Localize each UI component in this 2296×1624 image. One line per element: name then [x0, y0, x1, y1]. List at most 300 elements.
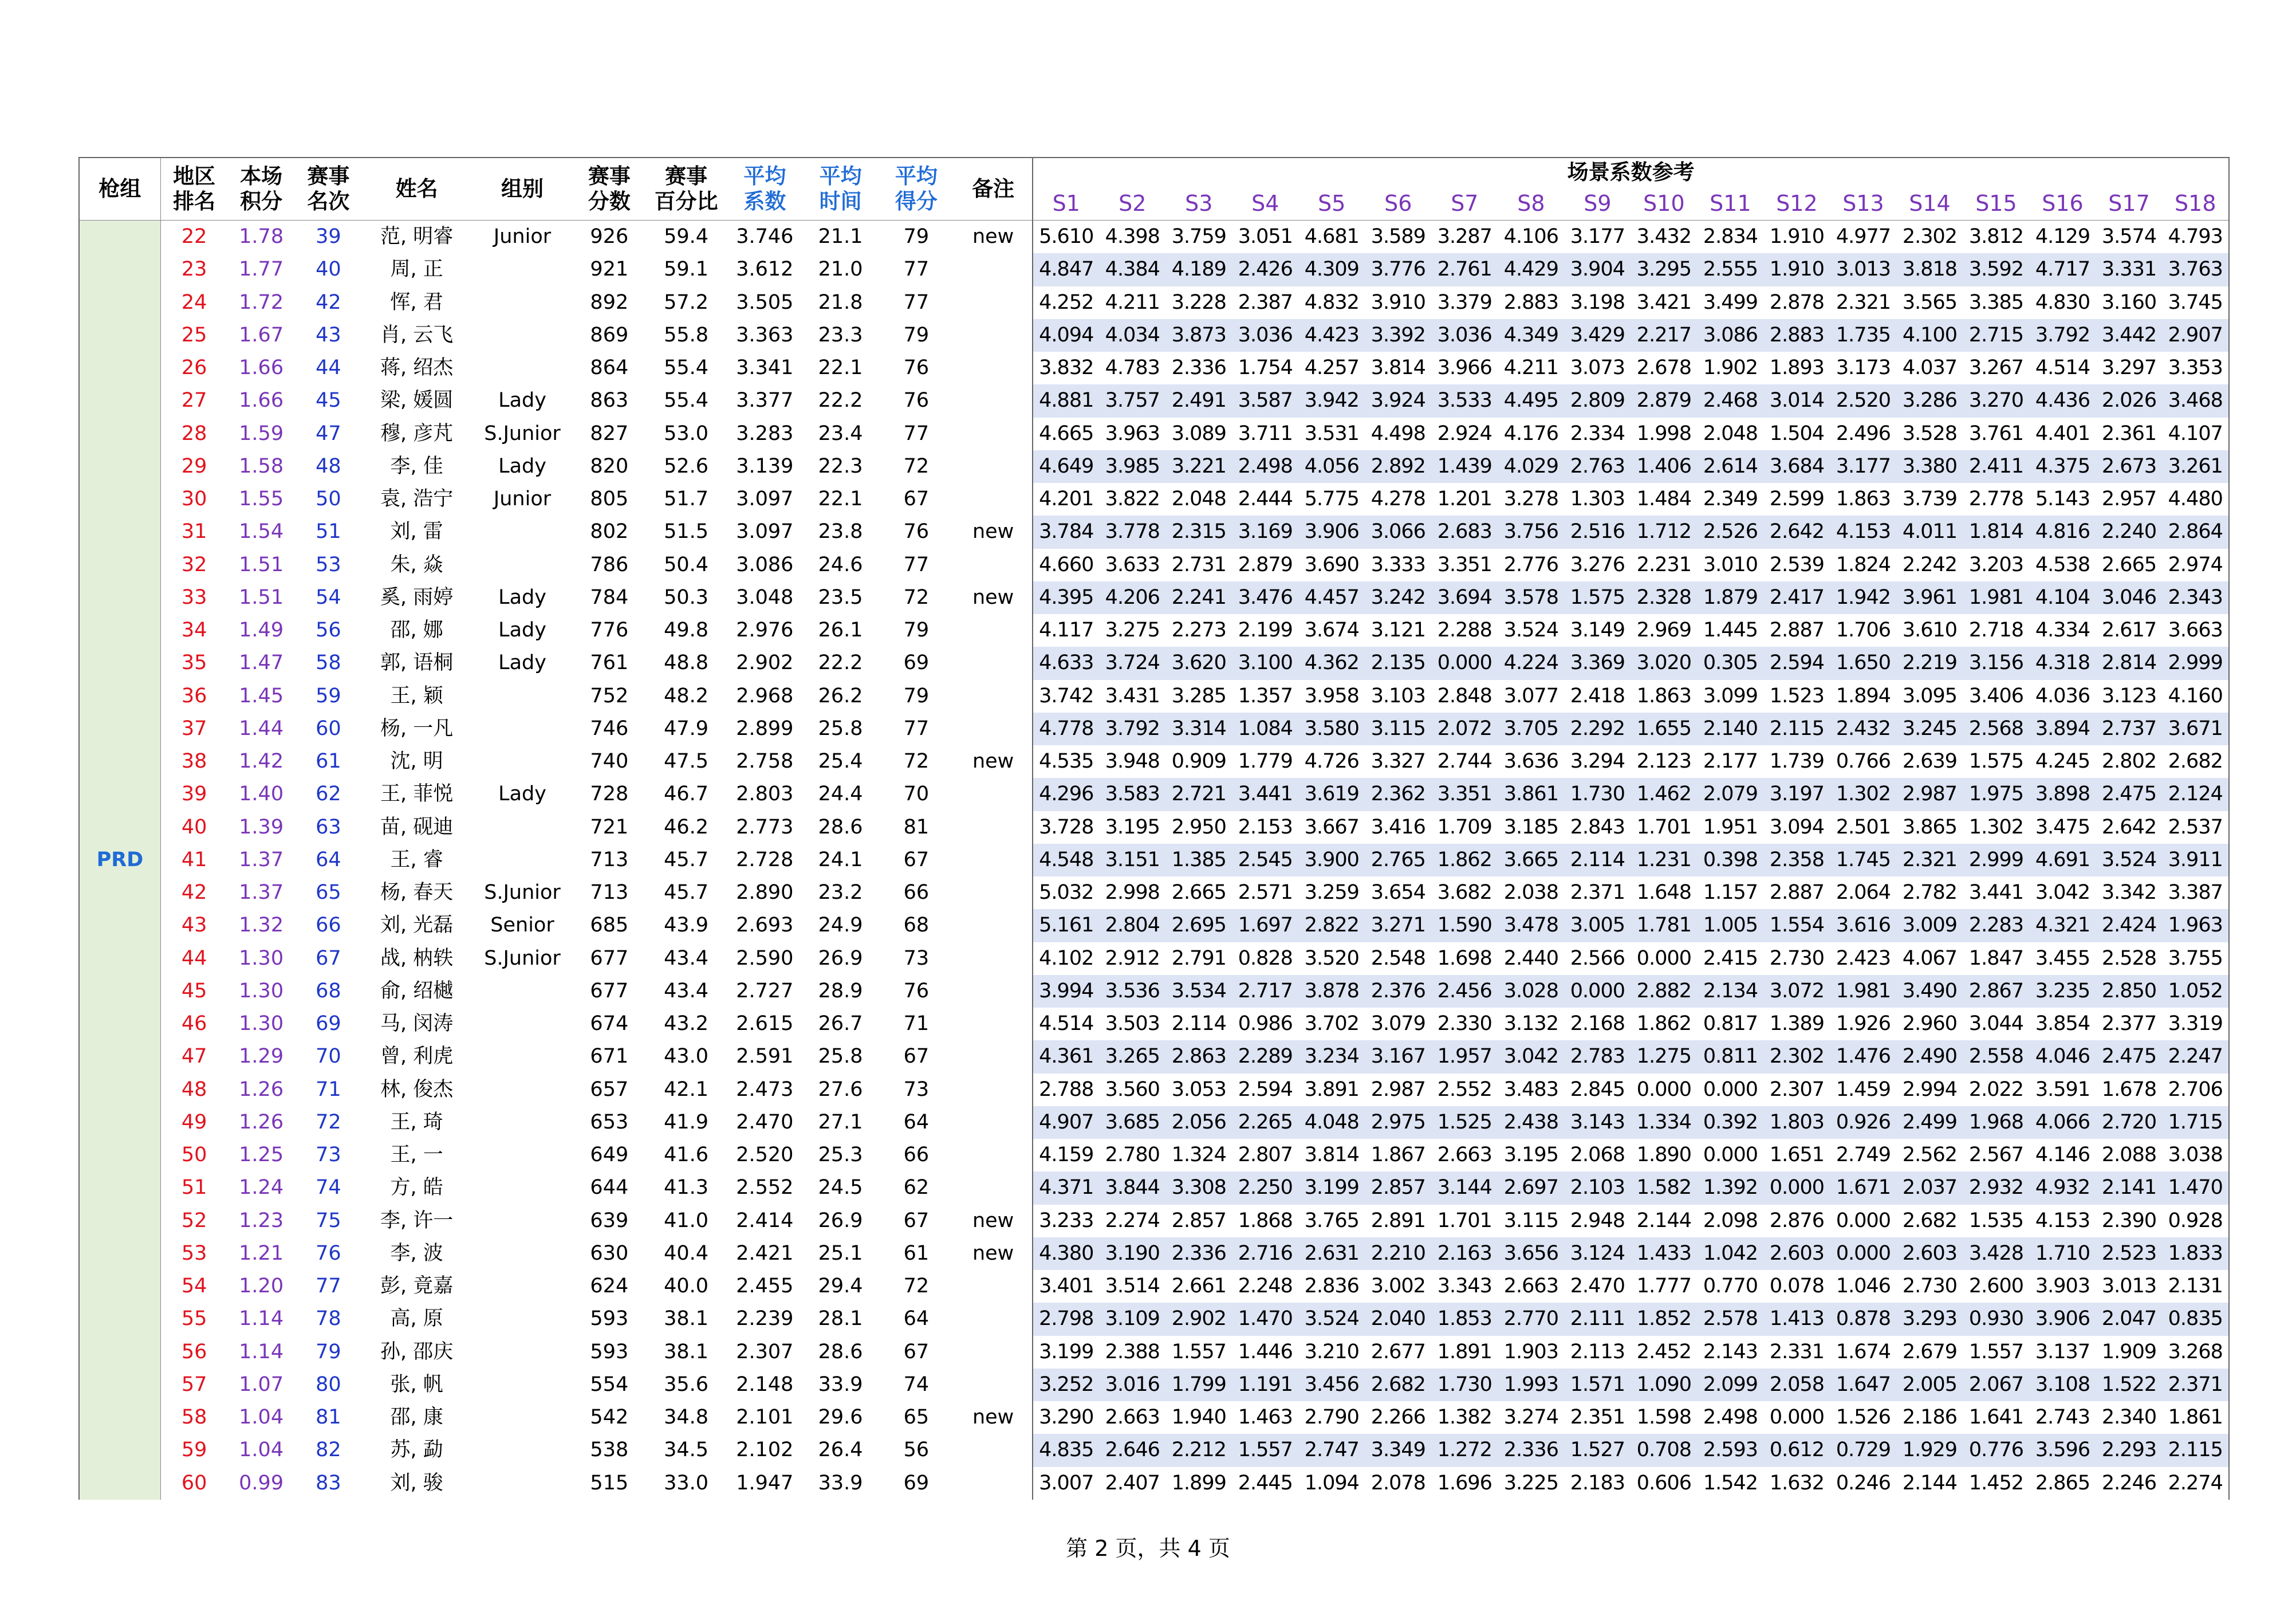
stage-value-cell: 5.143: [2035, 487, 2090, 511]
stage-value-cell: 3.416: [1370, 815, 1425, 839]
stage-value-cell: 1.523: [1769, 684, 1825, 707]
stage-value-cell: 3.910: [1370, 290, 1425, 314]
stage-value-cell: 3.013: [2101, 1275, 2157, 1298]
stage-value-cell: 1.957: [1431, 1040, 1498, 1073]
header-percent: 赛事 百分比: [645, 158, 727, 221]
table-row: [79, 1401, 2229, 1434]
table-row: [79, 909, 2229, 942]
stage-value-cell: 5.610: [1033, 221, 1099, 254]
stage-value-cell: 3.020: [1631, 647, 1697, 679]
stage-value-cell: 4.206: [1099, 581, 1165, 614]
avg-factor-cell: 2.473: [736, 1078, 794, 1101]
avg-factor-cell: 2.968: [736, 684, 794, 707]
stage-value-cell: 4.535: [1033, 745, 1099, 778]
stage-value-cell: 0.817: [1703, 1012, 1758, 1036]
rank-cell: 54: [181, 1275, 207, 1298]
stage-value-cell: 3.121: [1370, 619, 1425, 642]
table-row: [79, 1106, 2229, 1139]
name-cell: 穆, 彦芃: [380, 422, 454, 445]
stage-value-cell: 1.909: [2101, 1340, 2157, 1363]
percent-cell: 51.5: [664, 520, 709, 544]
stage-value-cell: 3.784: [1033, 516, 1099, 548]
stage-value-cell: 1.522: [2096, 1369, 2163, 1401]
name-cell: 王, 菲悦: [380, 782, 454, 806]
stage-value-cell: 3.822: [1105, 487, 1160, 511]
stage-value-cell: 2.177: [1703, 750, 1758, 773]
note-cell: [954, 352, 1033, 384]
stage-value-cell: 1.777: [1636, 1275, 1691, 1298]
stage-value-cell: 2.857: [1365, 1171, 1431, 1204]
stage-value-cell: 1.575: [1564, 581, 1631, 614]
avg-factor-cell: 3.377: [736, 389, 794, 412]
stage-value-cell: 3.742: [1033, 680, 1099, 713]
percent-cell: 41.3: [664, 1176, 709, 1200]
stage-value-cell: 3.086: [1697, 319, 1763, 352]
stage-value-cell: 1.730: [1431, 1369, 1498, 1401]
avg-factor-cell: 2.693: [736, 914, 794, 937]
stage-value-cell: 2.415: [1703, 946, 1758, 970]
avg-factor-cell: 3.612: [736, 258, 794, 281]
percent-cell: 48.2: [664, 684, 709, 707]
stage-value-cell: 2.642: [2101, 815, 2157, 839]
stage-value-cell: 2.390: [2101, 1209, 2157, 1232]
stage-value-cell: 2.864: [2163, 516, 2229, 548]
score-cell: 820: [590, 454, 629, 478]
stage-value-cell: 1.891: [1437, 1340, 1492, 1363]
score-cell: 802: [590, 520, 629, 544]
stage-value-cell: 1.975: [1963, 778, 2029, 811]
stage-value-cell: 3.007: [1033, 1467, 1099, 1500]
avg-score-cell: 67: [903, 487, 930, 511]
stage-value-cell: 2.737: [2096, 713, 2163, 745]
points-cell: 1.26: [239, 1110, 284, 1134]
name-cell: 蒋, 绍杰: [380, 356, 454, 380]
avg-score-cell: 72: [903, 454, 930, 478]
ranking-table: [78, 157, 2230, 1500]
stage-value-cell: 2.358: [1763, 844, 1830, 876]
stage-value-cell: 4.211: [1503, 356, 1558, 380]
rank-cell: 33: [181, 585, 207, 609]
stage-value-cell: 3.948: [1105, 750, 1160, 773]
stage-value-cell: 3.077: [1503, 684, 1558, 707]
percent-cell: 46.7: [664, 782, 709, 806]
stage-value-cell: 1.470: [1232, 1303, 1298, 1335]
name-cell: 彭, 竟嘉: [380, 1275, 454, 1298]
header-stage-17: S17: [2096, 187, 2163, 221]
score-cell: 740: [590, 750, 629, 773]
stage-value-cell: 3.342: [2101, 881, 2157, 905]
stage-value-cell: 2.552: [1437, 1078, 1492, 1101]
stage-value-cell: 0.928: [2163, 1205, 2229, 1237]
stage-value-cell: 2.417: [1763, 581, 1830, 614]
stage-value-cell: 3.073: [1570, 356, 1625, 380]
percent-cell: 46.2: [664, 815, 709, 839]
avg-factor-cell: 2.421: [736, 1241, 794, 1265]
stage-value-cell: 3.051: [1238, 225, 1293, 249]
stage-value-cell: 3.514: [1105, 1275, 1160, 1298]
stage-value-cell: 3.265: [1099, 1040, 1165, 1073]
note-cell: [954, 549, 1033, 581]
stage-value-cell: 3.005: [1564, 909, 1631, 942]
stage-value-cell: 2.545: [1232, 844, 1298, 876]
percent-cell: 41.0: [664, 1209, 709, 1232]
stage-value-cell: 3.663: [2163, 614, 2229, 647]
stage-value-cell: 2.274: [2163, 1467, 2229, 1500]
stage-value-cell: 3.199: [1298, 1171, 1365, 1204]
stage-value-cell: 1.706: [1836, 619, 1891, 642]
note-cell: [954, 942, 1033, 975]
stage-value-cell: 3.160: [2101, 290, 2157, 314]
rank-cell: 59: [181, 1438, 207, 1462]
points-cell: 1.20: [239, 1275, 284, 1298]
note-cell: new: [972, 750, 1014, 773]
stage-value-cell: 1.698: [1437, 946, 1492, 970]
name-cell: 刘, 雷: [390, 520, 443, 544]
stage-value-cell: 4.318: [2029, 647, 2096, 679]
name-cell: 奚, 雨婷: [380, 585, 454, 609]
stage-value-cell: 2.496: [1836, 422, 1891, 445]
stage-value-cell: 1.853: [1431, 1303, 1498, 1335]
stage-value-cell: 4.384: [1099, 253, 1165, 286]
table-row: [79, 483, 2229, 516]
stage-value-cell: 3.276: [1570, 553, 1625, 576]
stage-value-cell: 2.879: [1238, 553, 1293, 576]
stage-value-cell: 2.730: [1769, 946, 1825, 970]
event-rank-cell: 73: [316, 1143, 341, 1167]
stage-value-cell: 1.981: [1963, 581, 2029, 614]
category-cell: [471, 811, 573, 844]
score-cell: 630: [590, 1241, 629, 1265]
stage-value-cell: 3.596: [2029, 1434, 2096, 1466]
stage-value-cell: 2.241: [1165, 581, 1232, 614]
stage-value-cell: 3.761: [1968, 422, 2024, 445]
name-cell: 俞, 绍樾: [380, 979, 454, 1002]
event-rank-cell: 69: [316, 1012, 341, 1036]
stage-value-cell: 4.056: [1298, 450, 1365, 483]
rank-cell: 44: [181, 946, 207, 970]
stage-value-cell: 3.287: [1437, 225, 1492, 249]
stage-value-cell: 1.446: [1238, 1340, 1293, 1363]
stage-value-cell: 0.000: [1830, 1237, 1896, 1270]
points-cell: 1.25: [239, 1143, 284, 1167]
points-cell: 1.37: [239, 848, 284, 871]
avg-factor-cell: 2.803: [736, 782, 794, 806]
event-rank-cell: 67: [316, 946, 341, 970]
stage-value-cell: 1.803: [1763, 1106, 1830, 1139]
stage-value-cell: 4.100: [1896, 319, 1963, 352]
percent-cell: 49.8: [664, 619, 709, 642]
name-cell: 王, 颖: [390, 684, 443, 707]
stage-value-cell: 3.242: [1365, 581, 1431, 614]
header-rank: 地区 排名: [160, 158, 227, 221]
stage-value-cell: 4.538: [2035, 553, 2090, 576]
stage-value-cell: 5.032: [1033, 876, 1099, 909]
stage-value-cell: 3.900: [1298, 844, 1365, 876]
avg-time-cell: 27.1: [818, 1110, 863, 1134]
stage-value-cell: 2.111: [1564, 1303, 1631, 1335]
points-cell: 1.58: [239, 454, 284, 478]
stage-value-cell: 3.235: [2029, 975, 2096, 1008]
stage-value-cell: 2.663: [1503, 1275, 1558, 1298]
avg-time-cell: 23.5: [818, 585, 863, 609]
stage-value-cell: 2.594: [1238, 1078, 1293, 1101]
points-cell: 1.54: [239, 520, 284, 544]
event-rank-cell: 39: [316, 225, 341, 249]
stage-value-cell: 4.296: [1033, 778, 1099, 811]
stage-value-cell: 1.993: [1498, 1369, 1564, 1401]
stage-value-cell: 2.470: [1570, 1275, 1625, 1298]
stage-value-cell: 4.094: [1033, 319, 1099, 352]
percent-cell: 55.8: [664, 323, 709, 347]
stage-value-cell: 3.385: [1968, 290, 2024, 314]
avg-time-cell: 28.6: [818, 815, 863, 839]
avg-factor-cell: 2.455: [736, 1275, 794, 1298]
percent-cell: 34.5: [664, 1438, 709, 1462]
stage-value-cell: 3.149: [1570, 619, 1625, 642]
rank-cell: 31: [181, 520, 207, 544]
stage-value-cell: 3.349: [1365, 1434, 1431, 1466]
category-cell: [471, 975, 573, 1008]
rank-cell: 58: [181, 1406, 207, 1429]
avg-time-cell: 25.8: [818, 717, 863, 740]
avg-score-cell: 72: [903, 750, 930, 773]
stage-value-cell: 2.776: [1503, 553, 1558, 576]
stage-value-cell: 1.382: [1437, 1406, 1492, 1429]
stage-value-cell: 3.268: [2163, 1336, 2229, 1369]
stage-value-cell: 2.424: [2096, 909, 2163, 942]
stage-value-cell: 2.115: [1763, 713, 1830, 745]
stage-value-cell: 4.429: [1498, 253, 1564, 286]
stage-value-cell: 2.631: [1298, 1237, 1365, 1270]
stage-value-cell: 3.814: [1370, 356, 1425, 380]
name-cell: 朱, 焱: [390, 553, 443, 576]
score-cell: 864: [590, 356, 629, 380]
points-cell: 1.07: [239, 1373, 284, 1396]
points-cell: 1.66: [239, 389, 284, 412]
avg-score-cell: 79: [903, 684, 930, 707]
stage-value-cell: 1.715: [2163, 1106, 2229, 1139]
stage-value-cell: 3.520: [1304, 946, 1359, 970]
stage-value-cell: 3.009: [1896, 909, 1963, 942]
avg-score-cell: 71: [903, 1012, 930, 1036]
event-rank-cell: 64: [316, 848, 341, 871]
header-name: 姓名: [362, 158, 471, 221]
stage-value-cell: 2.445: [1238, 1471, 1293, 1495]
stage-value-cell: 3.610: [1902, 619, 1958, 642]
category-cell: [471, 844, 573, 876]
avg-time-cell: 27.6: [818, 1078, 863, 1101]
table-row: [79, 516, 2229, 548]
avg-score-cell: 76: [903, 356, 930, 380]
stage-value-cell: 2.377: [2101, 1012, 2157, 1036]
avg-factor-cell: 2.307: [736, 1340, 794, 1363]
stage-value-cell: 3.103: [1370, 684, 1425, 707]
avg-factor-cell: 2.758: [736, 750, 794, 773]
stage-value-cell: 4.778: [1033, 713, 1099, 745]
avg-factor-cell: 3.097: [736, 520, 794, 544]
score-cell: 728: [590, 782, 629, 806]
stage-value-cell: 2.932: [1963, 1171, 2029, 1204]
stage-value-cell: 2.078: [1370, 1471, 1425, 1495]
stage-value-cell: 3.016: [1099, 1369, 1165, 1401]
stage-value-cell: 2.199: [1238, 619, 1293, 642]
stage-value-cell: 3.589: [1370, 225, 1425, 249]
name-cell: 杨, 一凡: [380, 717, 454, 740]
table-row: [79, 418, 2229, 450]
score-cell: 827: [590, 422, 629, 445]
avg-factor-cell: 3.097: [736, 487, 794, 511]
name-cell: 李, 许一: [380, 1209, 454, 1232]
event-rank-cell: 60: [316, 717, 341, 740]
stage-value-cell: 2.749: [1836, 1143, 1891, 1167]
name-cell: 王, 琦: [390, 1110, 443, 1134]
stage-value-cell: 3.432: [1636, 225, 1691, 249]
stage-value-cell: 1.334: [1631, 1106, 1697, 1139]
stage-value-cell: 1.557: [1968, 1340, 2024, 1363]
stage-value-cell: 3.755: [2163, 942, 2229, 975]
stage-value-cell: 1.527: [1564, 1434, 1631, 1466]
stage-value-cell: 0.926: [1830, 1106, 1896, 1139]
stage-value-cell: 4.649: [1033, 450, 1099, 483]
header-category: 组别: [471, 158, 573, 221]
stage-value-cell: 2.843: [1570, 815, 1625, 839]
table-row: [79, 1040, 2229, 1073]
points-cell: 1.30: [239, 1012, 284, 1036]
stage-value-cell: 2.058: [1763, 1369, 1830, 1401]
stage-value-cell: 3.759: [1171, 225, 1226, 249]
page-footer: 第 2 页，共 4 页: [1066, 1536, 1230, 1561]
stage-value-cell: 3.270: [1963, 384, 2029, 417]
header-stage-14: S14: [1896, 187, 1963, 221]
name-cell: 李, 佳: [390, 454, 443, 478]
event-rank-cell: 65: [316, 881, 341, 905]
avg-factor-cell: 2.727: [736, 979, 794, 1002]
stage-value-cell: 2.683: [1431, 516, 1498, 548]
stage-value-cell: 1.557: [1232, 1434, 1298, 1466]
category-cell: [471, 253, 573, 286]
stage-value-cell: 2.248: [1238, 1275, 1293, 1298]
avg-time-cell: 26.7: [818, 1012, 863, 1036]
header-stage-2: S2: [1099, 187, 1165, 221]
avg-score-cell: 81: [903, 815, 930, 839]
stage-value-cell: 2.273: [1171, 619, 1226, 642]
stage-value-cell: 1.470: [2163, 1171, 2229, 1204]
avg-time-cell: 28.6: [818, 1340, 863, 1363]
category-cell: Junior: [493, 225, 552, 249]
stage-value-cell: 3.185: [1503, 815, 1558, 839]
stage-value-cell: 2.617: [2101, 619, 2157, 642]
stage-value-cell: 3.906: [2029, 1303, 2096, 1335]
stage-value-cell: 2.144: [1636, 1209, 1691, 1232]
name-cell: 苗, 砚迪: [380, 815, 454, 839]
score-cell: 926: [590, 225, 629, 249]
stage-value-cell: 3.503: [1105, 1012, 1160, 1036]
points-cell: 1.21: [239, 1241, 284, 1265]
stage-value-cell: 2.798: [1033, 1303, 1099, 1335]
stage-value-cell: 1.910: [1769, 225, 1825, 249]
stage-value-cell: 3.524: [1298, 1303, 1365, 1335]
note-cell: [954, 975, 1033, 1008]
stage-value-cell: 1.439: [1431, 450, 1498, 483]
event-rank-cell: 80: [316, 1373, 341, 1396]
avg-score-cell: 69: [903, 651, 930, 675]
stage-value-cell: 1.651: [1769, 1143, 1825, 1167]
stage-value-cell: 3.906: [1298, 516, 1365, 548]
event-rank-cell: 54: [316, 585, 341, 609]
stage-value-cell: 1.730: [1564, 778, 1631, 811]
stage-value-cell: 2.782: [1902, 881, 1958, 905]
stage-value-cell: 2.349: [1703, 487, 1758, 511]
header-avg-time: 平均 时间: [802, 158, 878, 221]
stage-value-cell: 1.157: [1703, 881, 1758, 905]
stage-value-cell: 2.468: [1697, 384, 1763, 417]
avg-factor-cell: 3.086: [736, 553, 794, 576]
stage-value-cell: 4.066: [2029, 1106, 2096, 1139]
stage-value-cell: 1.303: [1570, 487, 1625, 511]
stage-value-cell: 3.210: [1304, 1340, 1359, 1363]
stage-value-cell: 1.998: [1636, 422, 1691, 445]
stage-value-cell: 2.498: [1703, 1406, 1758, 1429]
event-rank-cell: 50: [316, 487, 341, 511]
event-rank-cell: 43: [316, 323, 341, 347]
stage-value-cell: 0.878: [1830, 1303, 1896, 1335]
stage-value-cell: 4.117: [1033, 614, 1099, 647]
stage-value-cell: 2.438: [1498, 1106, 1564, 1139]
stage-value-cell: 3.536: [1099, 975, 1165, 1008]
score-cell: 746: [590, 717, 629, 740]
stage-value-cell: 3.616: [1830, 909, 1896, 942]
avg-factor-cell: 2.552: [736, 1176, 794, 1200]
stage-value-cell: 2.103: [1564, 1171, 1631, 1204]
stage-value-cell: 4.153: [1830, 516, 1896, 548]
stage-value-cell: 3.665: [1498, 844, 1564, 876]
stage-value-cell: 2.432: [1830, 713, 1896, 745]
table-row: [79, 745, 2229, 778]
stage-value-cell: 2.809: [1564, 384, 1631, 417]
name-cell: 苏, 勐: [390, 1438, 443, 1462]
stage-value-cell: 2.362: [1365, 778, 1431, 811]
stage-value-cell: 2.163: [1431, 1237, 1498, 1270]
stage-value-cell: 3.583: [1099, 778, 1165, 811]
event-rank-cell: 78: [316, 1307, 341, 1331]
stage-value-cell: 3.580: [1298, 713, 1365, 745]
note-cell: [954, 483, 1033, 516]
stage-value-cell: 3.115: [1365, 713, 1431, 745]
stage-value-cell: 3.534: [1165, 975, 1232, 1008]
name-cell: 范, 明睿: [380, 225, 454, 249]
stage-value-cell: 4.832: [1304, 290, 1359, 314]
stage-value-cell: 2.407: [1105, 1471, 1160, 1495]
stage-value-cell: 1.463: [1238, 1406, 1293, 1429]
percent-cell: 57.2: [664, 290, 709, 314]
points-cell: 1.30: [239, 946, 284, 970]
category-cell: [471, 516, 573, 548]
stage-value-cell: 4.375: [2029, 450, 2096, 483]
event-rank-cell: 79: [316, 1340, 341, 1363]
avg-time-cell: 24.9: [818, 914, 863, 937]
stage-value-cell: 3.089: [1171, 422, 1226, 445]
stage-value-cell: 3.904: [1564, 253, 1631, 286]
stage-value-cell: 3.038: [2163, 1139, 2229, 1171]
rank-cell: 51: [181, 1176, 207, 1200]
table-row: [79, 253, 2229, 286]
note-cell: [954, 713, 1033, 745]
avg-time-cell: 26.9: [818, 1209, 863, 1232]
event-rank-cell: 83: [316, 1471, 341, 1495]
score-cell: 921: [590, 258, 629, 281]
stage-value-cell: 2.123: [1636, 750, 1691, 773]
stage-value-cell: 3.167: [1365, 1040, 1431, 1073]
